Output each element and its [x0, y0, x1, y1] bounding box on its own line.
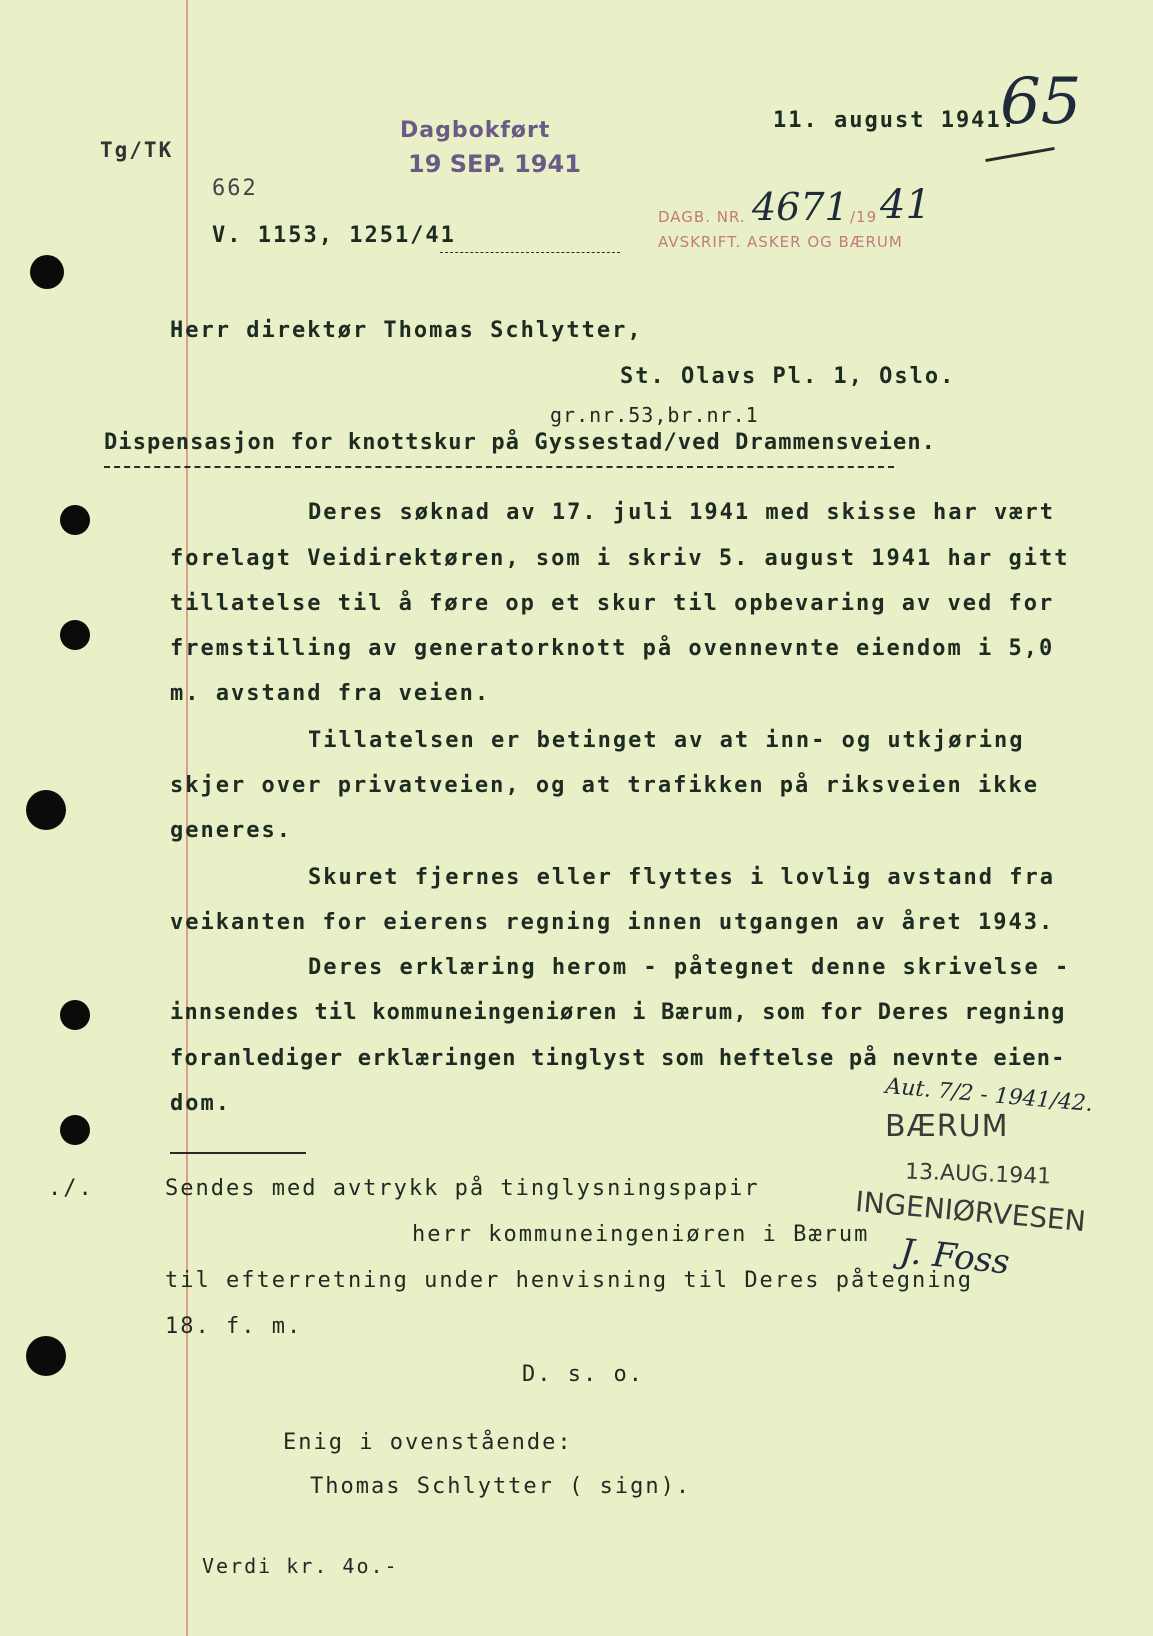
body-line: Deres erklæring herom - påtegnet denne skrivelse - [308, 955, 1071, 980]
punch-hole [26, 790, 66, 830]
stamp-date: 13.AUG.1941 [904, 1159, 1052, 1190]
stamp-office: INGENIØRVESEN [854, 1184, 1088, 1239]
value-line: Verdi kr. 4o.- [202, 1554, 399, 1578]
folio-underline [985, 147, 1054, 162]
registry-stamp-copy-line: AVSKRIFT. ASKER OG BÆRUM [658, 233, 903, 251]
body-line: foranlediger erklæringen tinglyst som heftelse på nevnte eien- [170, 1046, 1066, 1071]
logged-stamp-label: Dagbokført [400, 118, 551, 143]
reference-underline [440, 252, 620, 253]
stamp-place: BÆRUM [885, 1109, 1009, 1144]
initials: Tg/TK [100, 138, 174, 162]
body-line: m. avstand fra veien. [170, 681, 491, 706]
punch-hole [26, 1336, 66, 1376]
body-line: generes. [170, 818, 292, 843]
registry-stamp-year-prefix: /19 [850, 208, 878, 226]
body-line: Skuret fjernes eller flyttes i lovlig avstand fra [308, 865, 1056, 890]
punch-hole [60, 1000, 90, 1030]
registry-stamp-year: 41 [880, 182, 931, 228]
recipient-address: St. Olavs Pl. 1, Oslo. [620, 364, 956, 389]
send-line: Sendes med avtrykk på tinglysningspapir [165, 1176, 760, 1201]
body-line: tillatelse til å føre op et skur til opbevaring av ved for [170, 591, 1055, 616]
body-line: veikanten for eierens regning innen utgangen av året 1943. [170, 910, 1055, 935]
handwritten-signature: J. Foss [898, 1231, 1012, 1283]
logged-stamp-date: 19 SEP. 1941 [408, 150, 581, 178]
subject-line: Dispensasjon for knottskur på Gyssestad/ved Drammensveien. [104, 430, 937, 455]
punch-hole [30, 255, 64, 289]
punch-hole [60, 505, 90, 535]
body-line: innsendes til kommuneingeniøren i Bærum, som for Deres regning [170, 1000, 1066, 1025]
body-line: fremstilling av generatorknott på ovennevnte eiendom i 5,0 [170, 636, 1055, 661]
handwritten-annotation: Aut. 7/2 - 1941/42. [884, 1073, 1094, 1118]
enclosure-mark: ./. [48, 1176, 94, 1201]
footer-separator [170, 1152, 306, 1154]
property-number: gr.nr.53,br.nr.1 [550, 403, 759, 427]
body-line: Deres søknad av 17. juli 1941 med skisse har vært [308, 500, 1056, 525]
letter-date: 11. august 1941. [773, 108, 1017, 133]
punch-hole [60, 1115, 90, 1145]
send-line: herr kommuneingeniøren i Bærum [412, 1222, 870, 1247]
reference-number: V. 1153, 1251/41 [212, 223, 456, 248]
registry-stamp-number: 4671 [752, 185, 849, 229]
send-line: 18. f. m. [165, 1314, 303, 1339]
body-line: dom. [170, 1091, 231, 1116]
body-line: skjer over privatveien, og at trafikken på riksveien ikke [170, 773, 1039, 798]
punch-hole [60, 620, 90, 650]
body-line: Tillatelsen er betinget av at inn- og utkjøring [308, 728, 1025, 753]
dso-line: D. s. o. [522, 1362, 644, 1387]
send-line: til efterretning under henvisning til Deres påtegning [165, 1268, 973, 1293]
subject-underline [104, 466, 894, 468]
file-number: 662 [212, 176, 258, 201]
recipient-line: Herr direktør Thomas Schlytter, [170, 318, 643, 343]
registry-stamp-prefix: DAGB. NR. [658, 208, 746, 226]
folio-number: 65 [1000, 65, 1082, 139]
signed-line: Thomas Schlytter ( sign). [310, 1474, 692, 1499]
body-line: forelagt Veidirektøren, som i skriv 5. august 1941 har gitt [170, 546, 1070, 571]
agreement-line: Enig i ovenstående: [283, 1430, 573, 1455]
